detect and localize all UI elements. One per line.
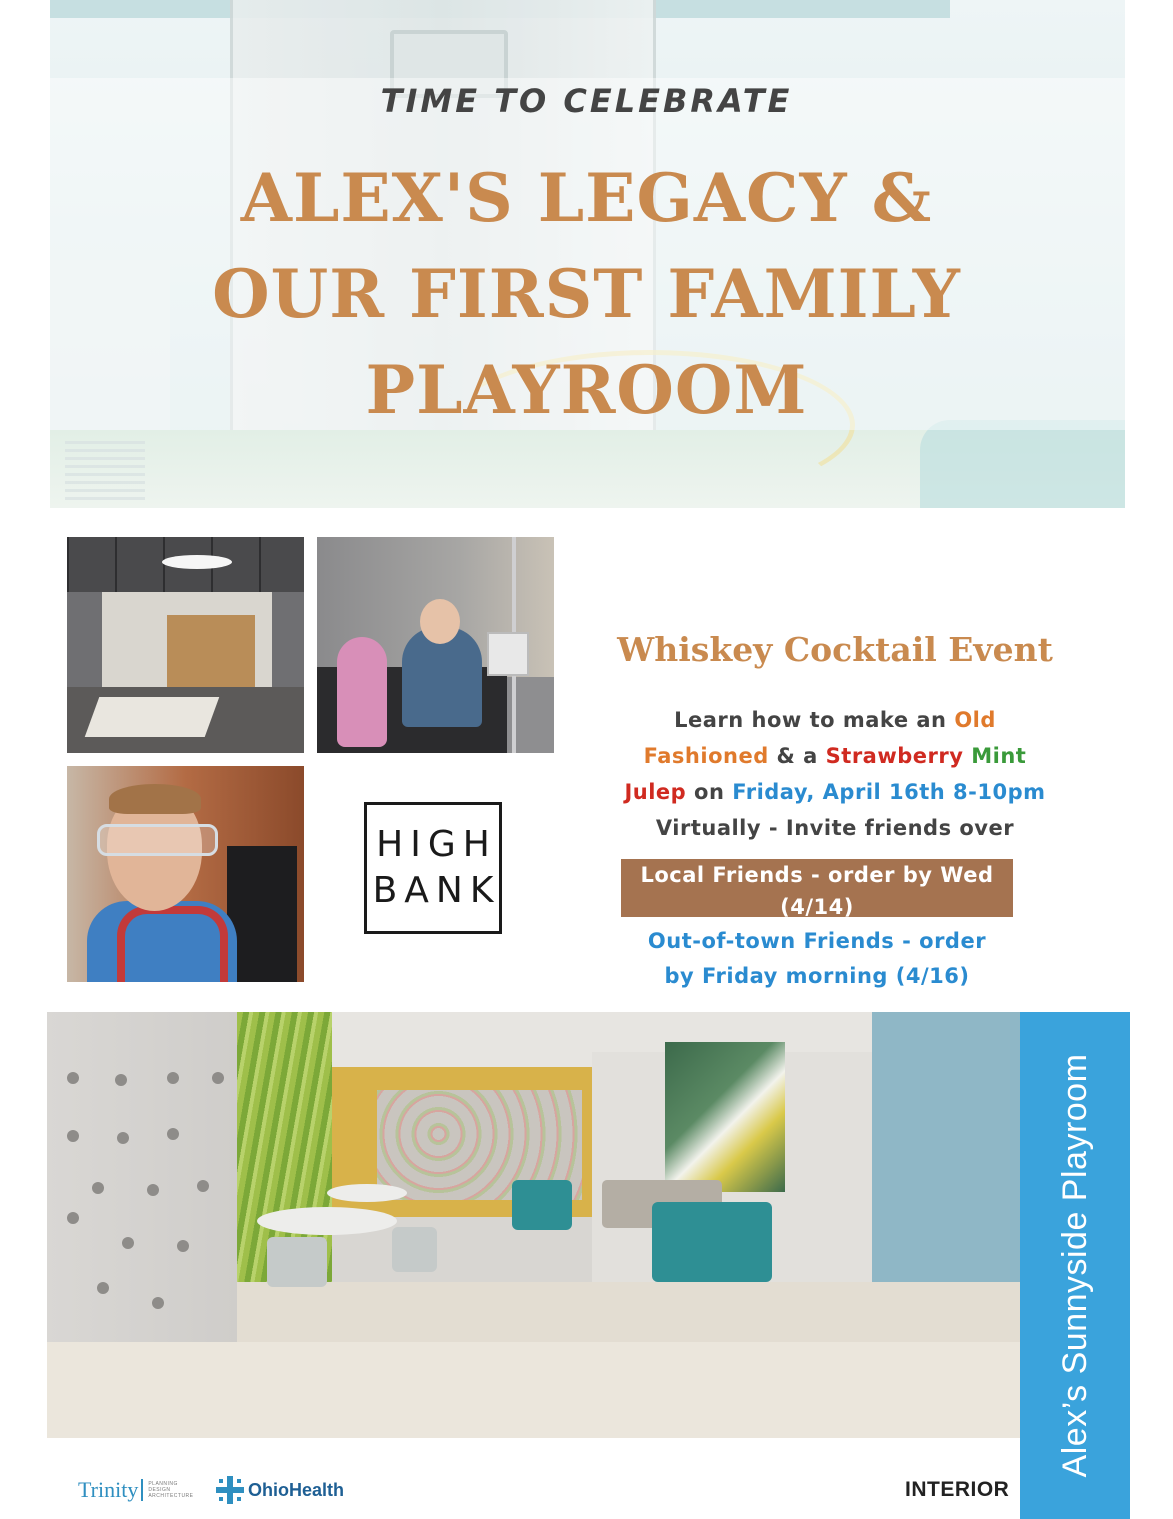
trinity-name: Trinity: [78, 1477, 139, 1502]
event-highlight-mint: Mint: [963, 744, 1027, 768]
out-of-town-line-2: by Friday morning (4/16): [664, 964, 970, 988]
event-date: Friday, April 16th 8-10pm: [732, 780, 1046, 804]
hero-title-line-2: OUR FIRST FAMILY: [212, 255, 961, 333]
event-text: Learn how to make an: [674, 708, 955, 732]
hero-title: [0, 150, 1173, 438]
sunnyside-sidebar: [1020, 1012, 1130, 1519]
ohiohealth-name: OhioHealth: [248, 1479, 345, 1500]
photo-construction: [67, 537, 304, 753]
trinity-divider: [141, 1479, 143, 1501]
sunnyside-label: Alex’s Sunnyside Playroom: [1055, 1053, 1094, 1478]
event-description: [590, 702, 1080, 846]
ohiohealth-logo: [216, 1475, 344, 1505]
local-friends-line-1: Local Friends - order by Wed: [640, 863, 994, 887]
local-friends-banner: [621, 859, 1013, 917]
event-highlight-julep: Julep: [624, 780, 687, 804]
event-highlight-strawberry: Strawberry: [825, 744, 964, 768]
event-text: & a: [768, 744, 826, 768]
trinity-subtitle: PLANNING DESIGN ARCHITECTURE: [148, 1481, 194, 1499]
out-of-town-line-1: Out-of-town Friends - order: [647, 929, 987, 953]
highbank-logo-line-1: HIGH: [376, 824, 497, 865]
highbank-logo: [364, 802, 502, 934]
event-highlight-old: Old: [954, 708, 996, 732]
photo-patient: [317, 537, 554, 753]
hero-pretitle: TIME TO CELEBRATE: [380, 82, 793, 120]
trinity-logo: [78, 1475, 194, 1505]
interior-label: INTERIOR: [905, 1478, 1010, 1501]
hero-bg-vent: [65, 440, 145, 500]
out-of-town-note: [610, 924, 1024, 994]
event-title: Whiskey Cocktail Event: [617, 630, 1053, 669]
highbank-logo-line-2: BANK: [372, 870, 501, 911]
playroom-rendering: [47, 1012, 1020, 1438]
hero-title-line-3: PLAYROOM: [365, 351, 808, 429]
ohiohealth-cross-icon: [216, 1476, 244, 1504]
hero-title-line-1: ALEX'S LEGACY &: [240, 159, 933, 237]
local-friends-line-2: (4/14): [780, 895, 854, 917]
event-virtual-note: Virtually - Invite friends over: [655, 816, 1015, 840]
event-text: on: [686, 780, 733, 804]
event-highlight-fashioned: Fashioned: [643, 744, 769, 768]
photo-portrait: [67, 766, 304, 982]
